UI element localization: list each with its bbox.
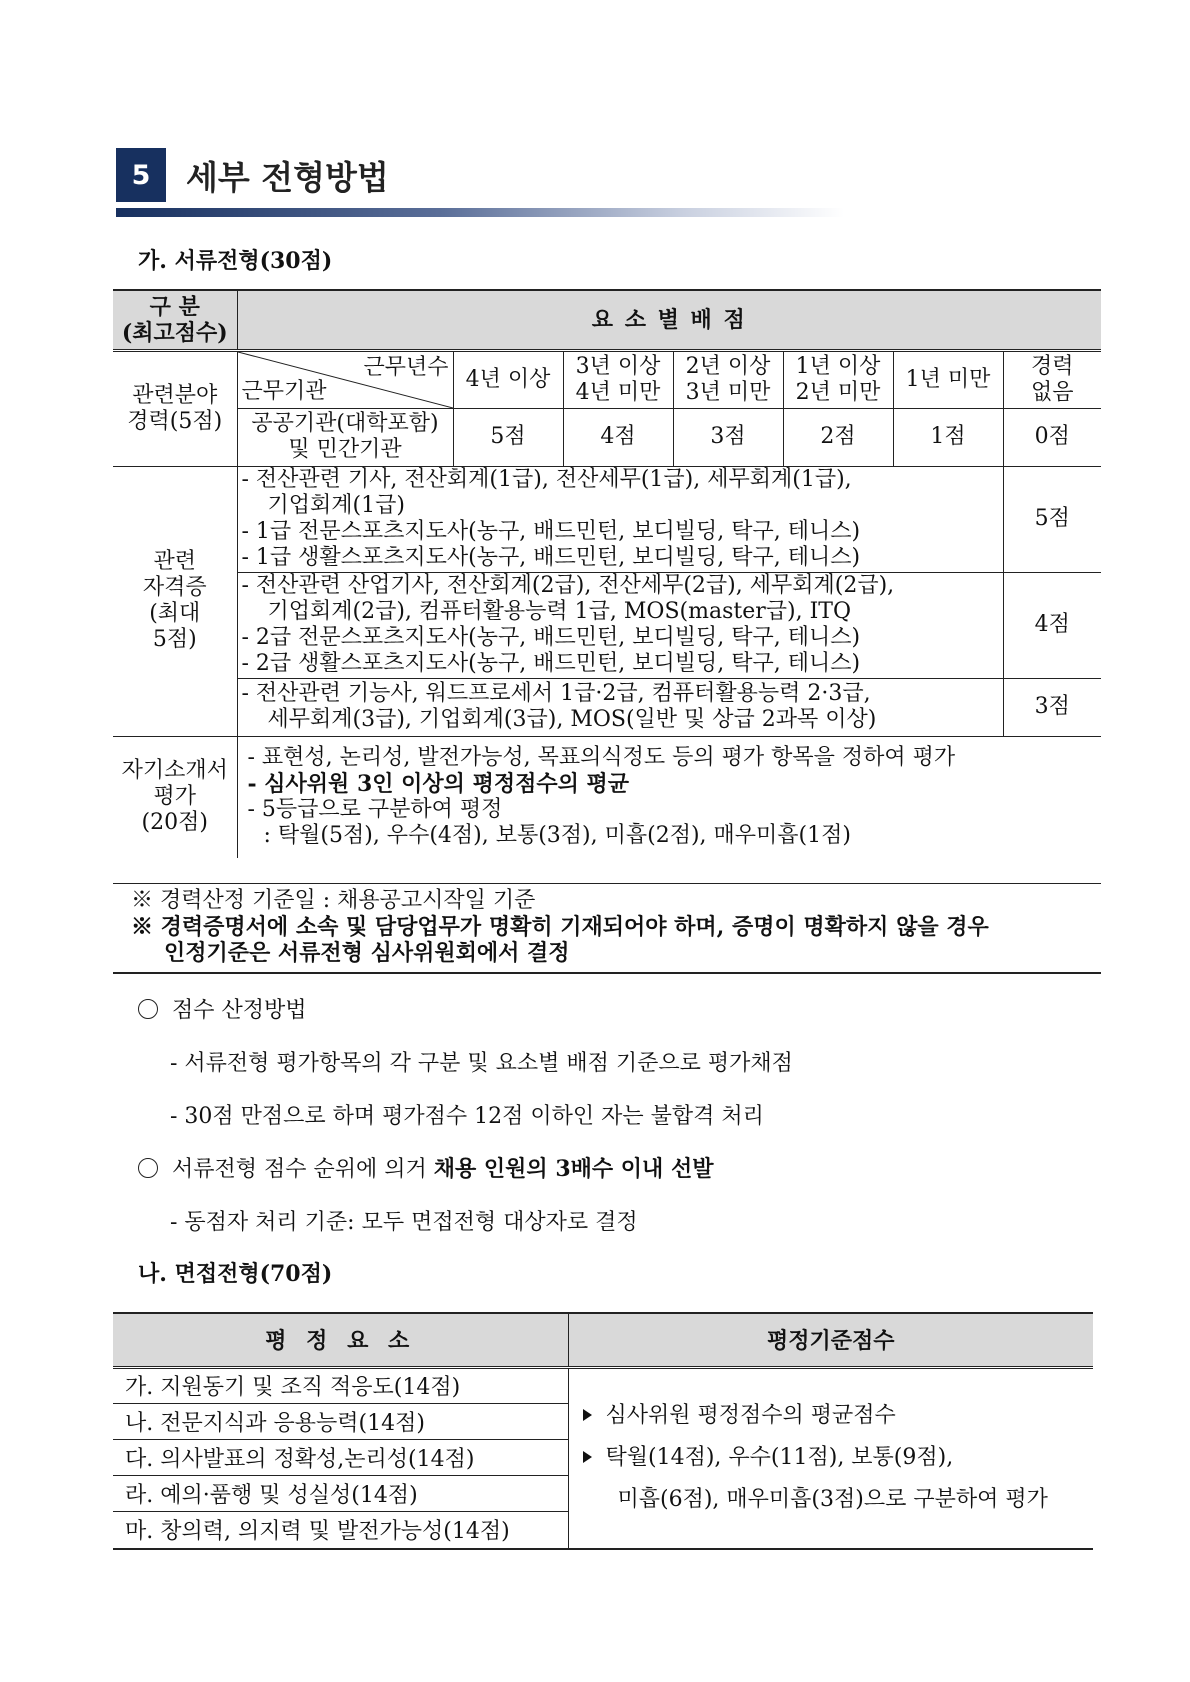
- allocation-header: 요 소 별 배 점: [237, 290, 1101, 350]
- doc-screening-table: [113, 289, 1101, 858]
- section-number: 5: [116, 148, 166, 202]
- years-header-1: 4년 이상: [453, 350, 563, 408]
- interview-element: 다. 의사발표의 정확성,논리성(14점): [113, 1439, 568, 1475]
- note-line: ※ 경력증명서에 소속 및 담당업무가 명확히 기재되어야 하며, 증명이 명확하지 않을 경우: [131, 914, 989, 940]
- interview-element-row: [113, 1367, 1093, 1403]
- interview-table: [113, 1312, 1093, 1550]
- scoring-item: - 서류전형 평가항목의 각 구분 및 요소별 배점 기준으로 평가채점: [170, 1051, 793, 1076]
- self-intro-label: 자기소개서 평가 (20점): [121, 758, 228, 836]
- certificate-row: [113, 572, 1101, 678]
- tie-rule: - 동점자 처리 기준: 모두 면접전형 대상자로 결정: [170, 1210, 638, 1235]
- career-score: 1점: [893, 408, 1003, 466]
- category-header: 구 분 (최고점수): [113, 290, 237, 350]
- interview-element: 가. 지원동기 및 조직 적응도(14점): [113, 1367, 568, 1403]
- career-score: 4점: [563, 408, 673, 466]
- career-years-row: [113, 350, 1101, 408]
- years-axis-label: 근무년수: [363, 354, 449, 380]
- years-header-5: 1년 미만: [893, 350, 1003, 408]
- career-score: 0점: [1003, 408, 1101, 466]
- career-label: 관련분야 경력(5점): [113, 350, 237, 466]
- years-header-2: 3년 이상 4년 미만: [563, 350, 673, 408]
- criteria-header: 평정기준점수: [568, 1313, 1093, 1367]
- diagonal-header-cell: [237, 350, 453, 408]
- circle-bullet-icon: [138, 999, 158, 1019]
- notes-box: [113, 883, 1101, 974]
- certificate-score: 5점: [1003, 466, 1101, 572]
- institution-axis-label: 근무기관: [241, 378, 327, 404]
- certificate-list: - 전산관련 기사, 전산회계(1급), 전산세무(1급), 세무회계(1급), 기업회계(1급) - 1급 전문스포츠지도사(농구, 배드민턴, 보디빌딩, 탁구, 테니스) - 1급 생활스포츠지도사(농구, 배드민턴, 보디빌딩, 탁구, 테니스): [237, 466, 1003, 572]
- interview-heading: 나. 면접전형(70점): [138, 1261, 333, 1287]
- interview-header-row: [113, 1313, 1093, 1367]
- certificate-row: [113, 466, 1101, 572]
- years-header-6: 경력 없음: [1003, 350, 1101, 408]
- interview-element: 마. 창의력, 의지력 및 발전가능성(14점): [125, 1519, 510, 1545]
- interview-element: 라. 예의·품행 및 성실성(14점): [113, 1475, 568, 1511]
- certificate-score: 4점: [1003, 572, 1101, 678]
- note-line: 인정기준은 서류전형 심사위원회에서 결정: [164, 940, 570, 966]
- certificate-row: [113, 678, 1101, 736]
- selection-rule: 서류전형 점수 순위에 의거 채용 인원의 3배수 이내 선발: [138, 1152, 713, 1183]
- section-title: 세부 전형방법: [186, 158, 389, 197]
- elements-header: 평 정 요 소: [113, 1313, 568, 1367]
- table-header-row: [113, 290, 1101, 350]
- years-header-4: 1년 이상 2년 미만: [783, 350, 893, 408]
- section-divider: [116, 208, 844, 217]
- career-score: 3점: [673, 408, 783, 466]
- years-header-3: 2년 이상 3년 미만: [673, 350, 783, 408]
- certificate-score: 3점: [1003, 678, 1101, 736]
- self-intro-row: [113, 736, 1101, 858]
- triangle-bullet-icon: [583, 1409, 592, 1421]
- institution-label: 공공기관(대학포함) 및 민간기관: [237, 408, 453, 466]
- certificate-list: - 전산관련 기능사, 워드프로세서 1급·2급, 컴퓨터활용능력 2·3급, 세무회계(3급), 기업회계(3급), MOS(일반 및 상급 2과목 이상): [237, 678, 1003, 736]
- career-score-row: [113, 408, 1101, 466]
- note-line: ※ 경력산정 기준일 : 채용공고시작일 기준: [131, 888, 536, 913]
- scoring-item: - 30점 만점으로 하며 평가점수 12점 이하인 자는 불합격 처리: [170, 1104, 764, 1129]
- circle-bullet-icon: [138, 1158, 158, 1178]
- triangle-bullet-icon: [583, 1451, 592, 1463]
- self-intro-criteria: - 표현성, 논리성, 발전가능성, 목표의식정도 등의 평가 항목을 정하여 평가 - 심사위원 3인 이상의 평정점수의 평균 - 5등급으로 구분하여 평정 : 탁월(5점), 우수(4점), 보통(3점), 미흡(2점), 매우미흡(1점): [237, 736, 1101, 858]
- career-score: 2점: [783, 408, 893, 466]
- certificate-label: 관련 자격증 (최대 5점): [113, 466, 237, 736]
- interview-criteria: 심사위원 평정점수의 평균점수 탁월(14점), 우수(11점), 보통(9점), 미흡(6점), 매우미흡(3점)으로 구분하여 평가: [568, 1367, 1093, 1549]
- scoring-method-title: 점수 산정방법: [138, 993, 307, 1024]
- interview-element: 나. 전문지식과 응용능력(14점): [113, 1403, 568, 1439]
- certificate-list: - 전산관련 산업기사, 전산회계(2급), 전산세무(2급), 세무회계(2급), 기업회계(2급), 컴퓨터활용능력 1급, MOS(master급), ITQ - 2급 전문스포츠지도사(농구, 배드민턴, 보디빌딩, 탁구, 테니스) - 2급 생활스포츠지도사(농구, 배드민턴, 보디빌딩, 탁구, 테니스): [237, 572, 1003, 678]
- doc-screening-heading: 가. 서류전형(30점): [138, 248, 333, 274]
- career-score: 5점: [453, 408, 563, 466]
